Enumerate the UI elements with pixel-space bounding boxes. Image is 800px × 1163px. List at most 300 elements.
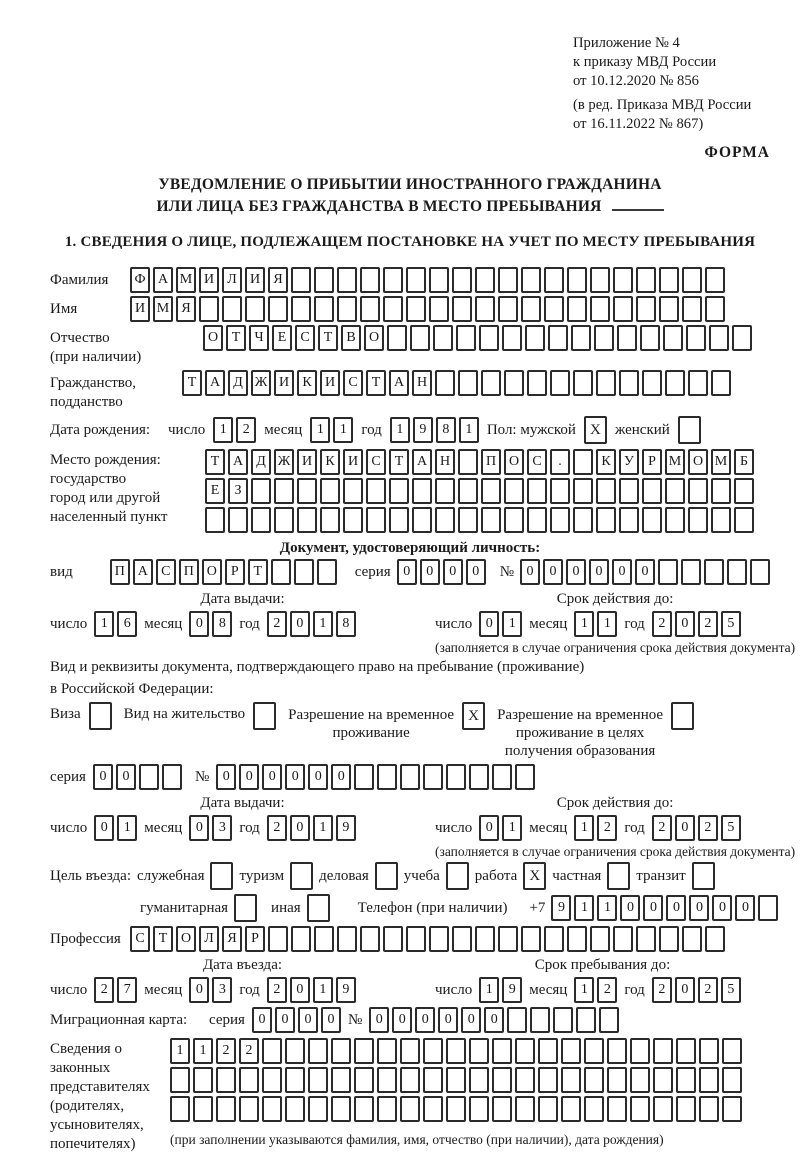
char-cell-filled[interactable]: 5 [721,611,741,637]
char-cell-empty[interactable] [699,1096,719,1122]
char-cell-filled[interactable]: 0 [290,815,310,841]
char-cell-filled[interactable]: К [320,449,340,475]
char-cell-filled[interactable]: Р [245,926,265,952]
char-cell-empty[interactable] [314,267,334,293]
char-cell-empty[interactable] [607,1096,627,1122]
char-cell-empty[interactable] [320,478,340,504]
char-cell-filled[interactable]: 1 [193,1038,213,1064]
char-cell-empty[interactable] [676,1067,696,1093]
checkbox-purpose-business[interactable] [375,862,398,890]
char-cell-filled[interactable]: И [297,449,317,475]
char-cell-empty[interactable] [308,1096,328,1122]
char-cell-filled[interactable]: О [688,449,708,475]
char-cell-filled[interactable]: 5 [721,977,741,1003]
char-cell-empty[interactable] [525,325,545,351]
char-cell-empty[interactable] [734,478,754,504]
checkbox-purpose-private[interactable] [607,862,630,890]
char-cell-empty[interactable] [412,478,432,504]
char-cell-empty[interactable] [222,296,242,322]
char-cell-filled[interactable]: 9 [413,417,433,443]
char-cell-empty[interactable] [481,370,501,396]
char-cell-filled[interactable]: Л [222,267,242,293]
char-cell-empty[interactable] [170,1096,190,1122]
char-cell-filled[interactable]: 1 [502,611,522,637]
checkbox-purpose-tourism[interactable] [290,862,313,890]
checkbox-temp-residence[interactable]: X [462,702,485,730]
char-cell-empty[interactable] [317,559,337,585]
char-cell-empty[interactable] [400,764,420,790]
char-cell-empty[interactable] [709,325,729,351]
char-cell-empty[interactable] [458,507,478,533]
char-cell-empty[interactable] [337,926,357,952]
char-cell-empty[interactable] [498,926,518,952]
char-cell-filled[interactable]: Т [182,370,202,396]
char-cell-empty[interactable] [607,1067,627,1093]
char-cell-filled[interactable]: 0 [262,764,282,790]
char-cell-filled[interactable]: Т [205,449,225,475]
char-cell-filled[interactable]: 2 [698,977,718,1003]
char-cell-filled[interactable]: А [205,370,225,396]
char-cell-empty[interactable] [590,267,610,293]
char-cell-empty[interactable] [613,926,633,952]
char-cell-empty[interactable] [561,1067,581,1093]
char-cell-empty[interactable] [617,325,637,351]
char-cell-empty[interactable] [458,478,478,504]
char-cell-empty[interactable] [308,1067,328,1093]
char-cell-empty[interactable] [262,1038,282,1064]
char-cell-filled[interactable]: И [130,296,150,322]
char-cell-empty[interactable] [573,370,593,396]
char-cell-empty[interactable] [688,478,708,504]
char-cell-empty[interactable] [458,449,478,475]
char-cell-filled[interactable]: А [133,559,153,585]
char-cell-empty[interactable] [544,926,564,952]
char-cell-filled[interactable]: Н [412,370,432,396]
char-cell-empty[interactable] [659,296,679,322]
checkbox-sex-female[interactable] [678,416,701,444]
char-cell-empty[interactable] [314,296,334,322]
char-cell-empty[interactable] [446,1096,466,1122]
char-cell-empty[interactable] [423,1038,443,1064]
char-cell-empty[interactable] [469,764,489,790]
char-cell-empty[interactable] [590,296,610,322]
char-cell-empty[interactable] [705,267,725,293]
char-cell-filled[interactable]: Ф [130,267,150,293]
char-cell-filled[interactable]: П [110,559,130,585]
char-cell-empty[interactable] [475,267,495,293]
char-cell-filled[interactable]: 1 [574,815,594,841]
char-cell-empty[interactable] [331,1096,351,1122]
char-cell-empty[interactable] [550,478,570,504]
char-cell-filled[interactable]: 0 [675,611,695,637]
char-cell-empty[interactable] [682,267,702,293]
char-cell-filled[interactable]: 0 [331,764,351,790]
char-cell-empty[interactable] [456,325,476,351]
char-cell-filled[interactable]: И [199,267,219,293]
char-cell-empty[interactable] [681,559,701,585]
char-cell-filled[interactable]: 0 [520,559,540,585]
char-cell-filled[interactable]: 5 [721,815,741,841]
char-cell-filled[interactable]: Ч [249,325,269,351]
char-cell-empty[interactable] [162,764,182,790]
char-cell-empty[interactable] [521,267,541,293]
char-cell-empty[interactable] [366,507,386,533]
char-cell-empty[interactable] [544,267,564,293]
char-cell-empty[interactable] [492,1038,512,1064]
char-cell-filled[interactable]: Е [205,478,225,504]
char-cell-empty[interactable] [245,296,265,322]
checkbox-purpose-other[interactable] [307,894,330,922]
char-cell-empty[interactable] [285,1096,305,1122]
char-cell-empty[interactable] [216,1067,236,1093]
char-cell-filled[interactable]: О [202,559,222,585]
char-cell-filled[interactable]: 0 [275,1007,295,1033]
char-cell-empty[interactable] [452,926,472,952]
char-cell-filled[interactable]: 1 [502,815,522,841]
char-cell-empty[interactable] [205,507,225,533]
char-cell-empty[interactable] [170,1067,190,1093]
char-cell-filled[interactable]: С [156,559,176,585]
char-cell-filled[interactable]: 0 [392,1007,412,1033]
char-cell-empty[interactable] [548,325,568,351]
char-cell-empty[interactable] [193,1096,213,1122]
char-cell-empty[interactable] [410,325,430,351]
char-cell-empty[interactable] [406,296,426,322]
char-cell-empty[interactable] [659,926,679,952]
char-cell-filled[interactable]: 1 [574,895,594,921]
char-cell-filled[interactable]: 0 [94,815,114,841]
char-cell-filled[interactable]: К [596,449,616,475]
char-cell-empty[interactable] [705,926,725,952]
char-cell-empty[interactable] [653,1038,673,1064]
char-cell-empty[interactable] [607,1038,627,1064]
char-cell-empty[interactable] [665,370,685,396]
char-cell-empty[interactable] [429,296,449,322]
char-cell-empty[interactable] [435,370,455,396]
char-cell-filled[interactable]: 0 [438,1007,458,1033]
char-cell-filled[interactable]: 1 [313,815,333,841]
char-cell-filled[interactable]: А [228,449,248,475]
char-cell-filled[interactable]: 2 [597,977,617,1003]
char-cell-empty[interactable] [199,296,219,322]
char-cell-filled[interactable]: 9 [336,977,356,1003]
char-cell-empty[interactable] [711,507,731,533]
char-cell-filled[interactable]: О [176,926,196,952]
char-cell-filled[interactable]: 1 [479,977,499,1003]
char-cell-empty[interactable] [521,296,541,322]
char-cell-filled[interactable]: Л [199,926,219,952]
char-cell-empty[interactable] [515,1038,535,1064]
char-cell-filled[interactable]: 0 [216,764,236,790]
char-cell-empty[interactable] [630,1067,650,1093]
char-cell-empty[interactable] [590,926,610,952]
char-cell-filled[interactable]: Д [228,370,248,396]
char-cell-filled[interactable]: Н [435,449,455,475]
char-cell-filled[interactable]: 2 [652,977,672,1003]
char-cell-filled[interactable]: С [343,370,363,396]
char-cell-filled[interactable]: 0 [239,764,259,790]
char-cell-empty[interactable] [504,478,524,504]
char-cell-empty[interactable] [297,478,317,504]
char-cell-empty[interactable] [573,478,593,504]
char-cell-empty[interactable] [337,267,357,293]
char-cell-empty[interactable] [544,296,564,322]
char-cell-empty[interactable] [515,1096,535,1122]
char-cell-filled[interactable]: 8 [336,611,356,637]
char-cell-empty[interactable] [412,507,432,533]
char-cell-empty[interactable] [732,325,752,351]
char-cell-empty[interactable] [389,507,409,533]
char-cell-filled[interactable]: 2 [267,611,287,637]
char-cell-filled[interactable]: 0 [420,559,440,585]
char-cell-filled[interactable]: 0 [461,1007,481,1033]
char-cell-empty[interactable] [320,507,340,533]
char-cell-empty[interactable] [139,764,159,790]
char-cell-filled[interactable]: 2 [652,611,672,637]
char-cell-empty[interactable] [573,449,593,475]
char-cell-filled[interactable]: 1 [310,417,330,443]
char-cell-empty[interactable] [571,325,591,351]
char-cell-empty[interactable] [596,478,616,504]
char-cell-empty[interactable] [553,1007,573,1033]
char-cell-empty[interactable] [502,325,522,351]
char-cell-empty[interactable] [354,1067,374,1093]
char-cell-filled[interactable]: Ж [274,449,294,475]
char-cell-empty[interactable] [676,1096,696,1122]
char-cell-empty[interactable] [504,370,524,396]
char-cell-empty[interactable] [550,507,570,533]
char-cell-filled[interactable]: 0 [93,764,113,790]
char-cell-empty[interactable] [354,1096,374,1122]
char-cell-empty[interactable] [686,325,706,351]
char-cell-empty[interactable] [239,1096,259,1122]
char-cell-empty[interactable] [527,507,547,533]
char-cell-empty[interactable] [567,926,587,952]
char-cell-empty[interactable] [722,1096,742,1122]
char-cell-empty[interactable] [599,1007,619,1033]
char-cell-empty[interactable] [498,267,518,293]
char-cell-filled[interactable]: 0 [397,559,417,585]
char-cell-filled[interactable]: 2 [698,611,718,637]
char-cell-empty[interactable] [228,507,248,533]
char-cell-filled[interactable]: 7 [117,977,137,1003]
char-cell-filled[interactable]: 0 [543,559,563,585]
char-cell-filled[interactable]: 1 [213,417,233,443]
char-cell-filled[interactable]: 0 [116,764,136,790]
checkbox-purpose-humanitarian[interactable] [234,894,257,922]
char-cell-filled[interactable]: 0 [466,559,486,585]
char-cell-filled[interactable]: И [320,370,340,396]
char-cell-empty[interactable] [458,370,478,396]
char-cell-empty[interactable] [297,507,317,533]
char-cell-empty[interactable] [377,1067,397,1093]
char-cell-filled[interactable]: 1 [574,611,594,637]
char-cell-empty[interactable] [682,926,702,952]
char-cell-empty[interactable] [676,1038,696,1064]
char-cell-empty[interactable] [711,370,731,396]
char-cell-empty[interactable] [423,764,443,790]
char-cell-filled[interactable]: У [619,449,639,475]
char-cell-empty[interactable] [567,296,587,322]
char-cell-empty[interactable] [659,267,679,293]
char-cell-filled[interactable]: 1 [459,417,479,443]
char-cell-filled[interactable]: О [203,325,223,351]
char-cell-empty[interactable] [271,559,291,585]
char-cell-filled[interactable]: 0 [566,559,586,585]
char-cell-filled[interactable]: 1 [170,1038,190,1064]
char-cell-filled[interactable]: 0 [321,1007,341,1033]
char-cell-empty[interactable] [383,926,403,952]
char-cell-filled[interactable]: К [297,370,317,396]
char-cell-empty[interactable] [699,1067,719,1093]
char-cell-empty[interactable] [343,478,363,504]
char-cell-filled[interactable]: 0 [735,895,755,921]
char-cell-empty[interactable] [722,1038,742,1064]
char-cell-filled[interactable]: З [228,478,248,504]
char-cell-empty[interactable] [387,325,407,351]
char-cell-empty[interactable] [705,296,725,322]
char-cell-filled[interactable]: Т [153,926,173,952]
char-cell-empty[interactable] [469,1096,489,1122]
char-cell-empty[interactable] [619,370,639,396]
char-cell-empty[interactable] [262,1096,282,1122]
char-cell-filled[interactable]: Т [226,325,246,351]
char-cell-filled[interactable]: Е [272,325,292,351]
char-cell-filled[interactable]: Т [389,449,409,475]
char-cell-filled[interactable]: О [504,449,524,475]
char-cell-empty[interactable] [734,507,754,533]
char-cell-empty[interactable] [193,1067,213,1093]
char-cell-filled[interactable]: С [366,449,386,475]
checkbox-visa[interactable] [89,702,112,730]
char-cell-empty[interactable] [429,267,449,293]
char-cell-empty[interactable] [469,1067,489,1093]
char-cell-empty[interactable] [274,478,294,504]
char-cell-filled[interactable]: 1 [333,417,353,443]
char-cell-empty[interactable] [354,764,374,790]
char-cell-filled[interactable]: 9 [336,815,356,841]
char-cell-filled[interactable]: Ж [251,370,271,396]
char-cell-empty[interactable] [663,325,683,351]
char-cell-filled[interactable]: 0 [620,895,640,921]
char-cell-filled[interactable]: М [665,449,685,475]
char-cell-filled[interactable]: 1 [313,977,333,1003]
char-cell-empty[interactable] [538,1096,558,1122]
char-cell-filled[interactable]: 2 [698,815,718,841]
char-cell-empty[interactable] [435,478,455,504]
char-cell-filled[interactable]: 0 [189,815,209,841]
char-cell-filled[interactable]: Т [366,370,386,396]
char-cell-filled[interactable]: 0 [589,559,609,585]
char-cell-filled[interactable]: В [341,325,361,351]
char-cell-filled[interactable]: 0 [666,895,686,921]
char-cell-empty[interactable] [682,296,702,322]
char-cell-empty[interactable] [527,478,547,504]
char-cell-filled[interactable]: 0 [189,977,209,1003]
char-cell-empty[interactable] [268,926,288,952]
char-cell-empty[interactable] [366,478,386,504]
char-cell-filled[interactable]: 1 [390,417,410,443]
char-cell-filled[interactable]: 0 [689,895,709,921]
char-cell-filled[interactable]: 0 [290,977,310,1003]
char-cell-filled[interactable]: 0 [612,559,632,585]
char-cell-empty[interactable] [584,1096,604,1122]
char-cell-filled[interactable]: С [130,926,150,952]
char-cell-empty[interactable] [561,1038,581,1064]
char-cell-empty[interactable] [636,296,656,322]
char-cell-empty[interactable] [596,507,616,533]
char-cell-empty[interactable] [285,1038,305,1064]
char-cell-empty[interactable] [538,1067,558,1093]
char-cell-empty[interactable] [337,296,357,322]
char-cell-empty[interactable] [400,1096,420,1122]
char-cell-empty[interactable] [492,1067,512,1093]
char-cell-filled[interactable]: 0 [308,764,328,790]
char-cell-empty[interactable] [504,507,524,533]
char-cell-empty[interactable] [699,1038,719,1064]
char-cell-empty[interactable] [613,296,633,322]
char-cell-filled[interactable]: Я [268,267,288,293]
char-cell-empty[interactable] [596,370,616,396]
char-cell-empty[interactable] [268,296,288,322]
char-cell-empty[interactable] [331,1038,351,1064]
char-cell-empty[interactable] [285,1067,305,1093]
char-cell-filled[interactable]: 3 [212,977,232,1003]
char-cell-empty[interactable] [479,325,499,351]
char-cell-filled[interactable]: 2 [267,977,287,1003]
char-cell-filled[interactable]: Д [251,449,271,475]
char-cell-empty[interactable] [452,267,472,293]
checkbox-purpose-work[interactable]: X [523,862,546,890]
char-cell-filled[interactable]: 0 [298,1007,318,1033]
char-cell-filled[interactable]: 1 [117,815,137,841]
char-cell-empty[interactable] [642,478,662,504]
char-cell-filled[interactable]: 2 [652,815,672,841]
char-cell-filled[interactable]: Я [222,926,242,952]
char-cell-filled[interactable]: М [711,449,731,475]
char-cell-empty[interactable] [630,1038,650,1064]
char-cell-empty[interactable] [630,1096,650,1122]
char-cell-empty[interactable] [239,1067,259,1093]
char-cell-empty[interactable] [423,1067,443,1093]
char-cell-empty[interactable] [576,1007,596,1033]
char-cell-filled[interactable]: 0 [635,559,655,585]
char-cell-empty[interactable] [515,764,535,790]
char-cell-empty[interactable] [642,370,662,396]
char-cell-filled[interactable]: С [527,449,547,475]
char-cell-empty[interactable] [291,267,311,293]
char-cell-empty[interactable] [469,1038,489,1064]
char-cell-empty[interactable] [492,1096,512,1122]
checkbox-sex-male[interactable]: X [584,416,607,444]
char-cell-filled[interactable]: И [343,449,363,475]
char-cell-filled[interactable]: Я [176,296,196,322]
char-cell-filled[interactable]: 2 [267,815,287,841]
char-cell-empty[interactable] [527,370,547,396]
char-cell-empty[interactable] [619,507,639,533]
char-cell-filled[interactable]: 0 [189,611,209,637]
char-cell-empty[interactable] [475,926,495,952]
char-cell-empty[interactable] [433,325,453,351]
checkbox-temp-residence-education[interactable] [671,702,694,730]
char-cell-empty[interactable] [314,926,334,952]
char-cell-empty[interactable] [406,267,426,293]
char-cell-empty[interactable] [613,267,633,293]
char-cell-filled[interactable]: 2 [236,417,256,443]
char-cell-empty[interactable] [429,926,449,952]
char-cell-filled[interactable]: 9 [502,977,522,1003]
char-cell-empty[interactable] [521,926,541,952]
